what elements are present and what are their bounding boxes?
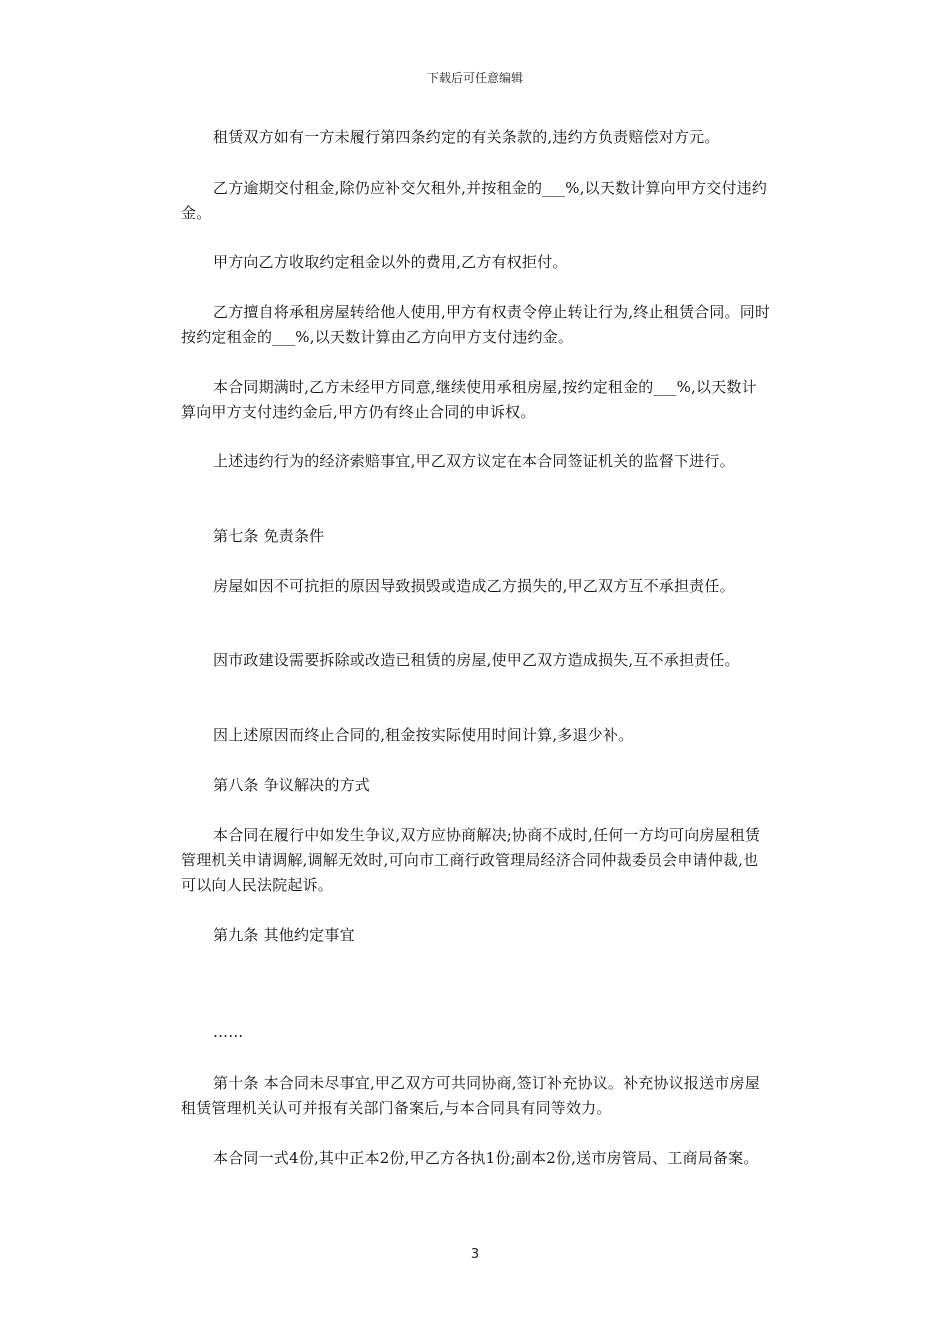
paragraph-force-majeure: 房屋如因不可抗拒的原因导致损毁或造成乙方损失的,甲乙双方互不承担责任。	[213, 577, 735, 595]
paragraph-claims-supervision: 上述违约行为的经济索赔事宜,甲乙双方议定在本合同签证机关的监督下进行。	[213, 452, 735, 470]
ellipsis-placeholder: ……	[213, 1023, 244, 1041]
paragraph-overstay: 本合同期满时,乙方未经甲方同意,继续使用承租房屋,按约定租金的___%,以天数计算向甲方支付违约金后,甲方仍有终止合同的申诉权。	[181, 378, 757, 421]
page-header: 下载后可任意编辑	[426, 71, 523, 85]
section-heading-article-9: 第九条 其他约定事宜	[213, 926, 355, 944]
paragraph-rent-settlement: 因上述原因而终止合同的,租金按实际使用时间计算,多退少补。	[213, 726, 634, 744]
paragraph-dispute-resolution: 本合同在履行中如发生争议,双方应协商解决;协商不成时,任何一方均可向房屋租赁管理机关申请调解,调解无效时,可向市工商行政管理局经济合同仲裁委员会申请仲裁,也可以向人民法院起诉。	[181, 826, 761, 894]
section-heading-article-8: 第八条 争议解决的方式	[213, 776, 370, 794]
paragraph-late-rent-penalty: 乙方逾期交付租金,除仍应补交欠租外,并按租金的___%,以天数计算向甲方交付违约金。	[181, 179, 768, 222]
paragraph-extra-fees: 甲方向乙方收取约定租金以外的费用,乙方有权拒付。	[213, 253, 568, 271]
page-number: 3	[470, 1247, 480, 1262]
paragraph-sublease: 乙方擅自将承租房屋转给他人使用,甲方有权责令停止转让行为,终止租赁合同。同时按约定租金的___%,以天数计算由乙方向甲方支付违约金。	[181, 303, 771, 346]
paragraph-article-10: 第十条 本合同未尽事宜,甲乙双方可共同协商,签订补充协议。补充协议报送市房屋租赁管理机关认可并报有关部门备案后,与本合同具有同等效力。	[181, 1074, 760, 1117]
paragraph-breach-compensation: 租赁双方如有一方未履行第四条约定的有关条款的,违约方负责赔偿对方元。	[213, 128, 720, 146]
paragraph-municipal-demolition: 因市政建设需要拆除或改造已租赁的房屋,使甲乙双方造成损失,互不承担责任。	[213, 651, 740, 669]
paragraph-copies: 本合同一式4份,其中正本2份,甲乙方各执1份;副本2份,送市房管局、工商局备案。	[213, 1149, 759, 1167]
section-heading-article-7: 第七条 免责条件	[213, 527, 325, 545]
